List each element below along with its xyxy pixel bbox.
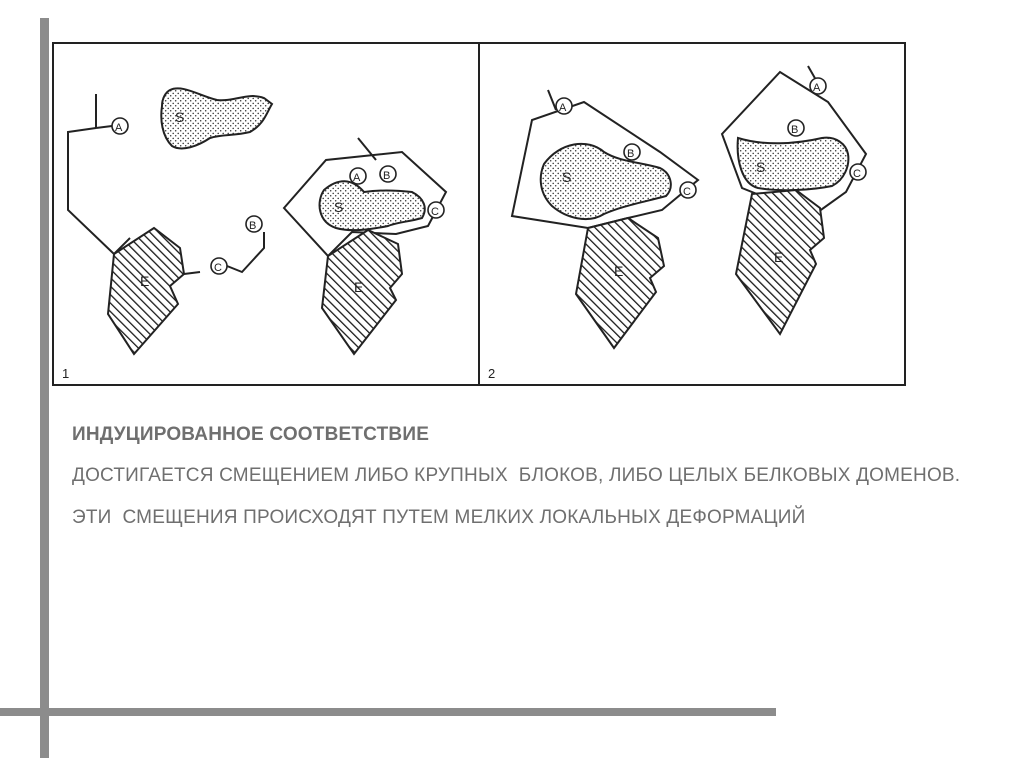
- svg-text:A: A: [559, 102, 567, 114]
- svg-text:S: S: [334, 199, 344, 215]
- svg-text:A: A: [115, 122, 123, 134]
- svg-text:B: B: [791, 124, 799, 136]
- vertical-accent-bar: [40, 18, 49, 758]
- svg-text:A: A: [813, 82, 821, 94]
- svg-text:C: C: [214, 262, 222, 274]
- svg-text:A: A: [353, 172, 361, 184]
- svg-text:E: E: [354, 279, 364, 295]
- enzyme-substrate-complex-1: [284, 138, 446, 354]
- slide-text: [72, 424, 972, 546]
- slide-heading: ИНДУЦИРОВАННОЕ СООТВЕТСТВИЕ: [72, 424, 430, 445]
- free-substrate: [161, 88, 272, 148]
- induced-fit-diagram: [52, 42, 908, 388]
- svg-text:S: S: [756, 159, 766, 175]
- svg-text:C: C: [683, 186, 691, 198]
- paragraph-1: ДОСТИГАЕТСЯ СМЕЩЕНИЕМ ЛИБО КРУПНЫХ БЛОКОВ, ЛИБО ЦЕЛЫХ БЕЛКОВЫХ ДОМЕНОВ.: [72, 465, 961, 486]
- panel-1-number: 1: [62, 366, 70, 381]
- substrate-label: S: [175, 109, 185, 125]
- svg-text:C: C: [431, 206, 439, 218]
- svg-text:B: B: [249, 220, 257, 232]
- paragraph-2: ЭТИ СМЕЩЕНИЯ ПРОИСХОДЯТ ПУТЕМ МЕЛКИХ ЛОКАЛЬНЫХ ДЕФОРМАЦИЙ: [72, 507, 806, 528]
- svg-text:E: E: [774, 249, 784, 265]
- svg-text:C: C: [853, 168, 861, 180]
- horizontal-accent-bar: [0, 708, 776, 716]
- svg-text:S: S: [562, 169, 572, 185]
- svg-text:B: B: [383, 170, 391, 182]
- svg-text:B: B: [627, 148, 635, 160]
- induced-fit-figure: [52, 42, 908, 388]
- enzyme-substrate-complex-2: [512, 90, 698, 348]
- enzyme-substrate-complex-3: [722, 66, 866, 334]
- svg-text:E: E: [140, 273, 150, 289]
- panel-2-frame: [479, 43, 905, 385]
- svg-text:E: E: [614, 263, 624, 279]
- panel-2-number: 2: [488, 366, 496, 381]
